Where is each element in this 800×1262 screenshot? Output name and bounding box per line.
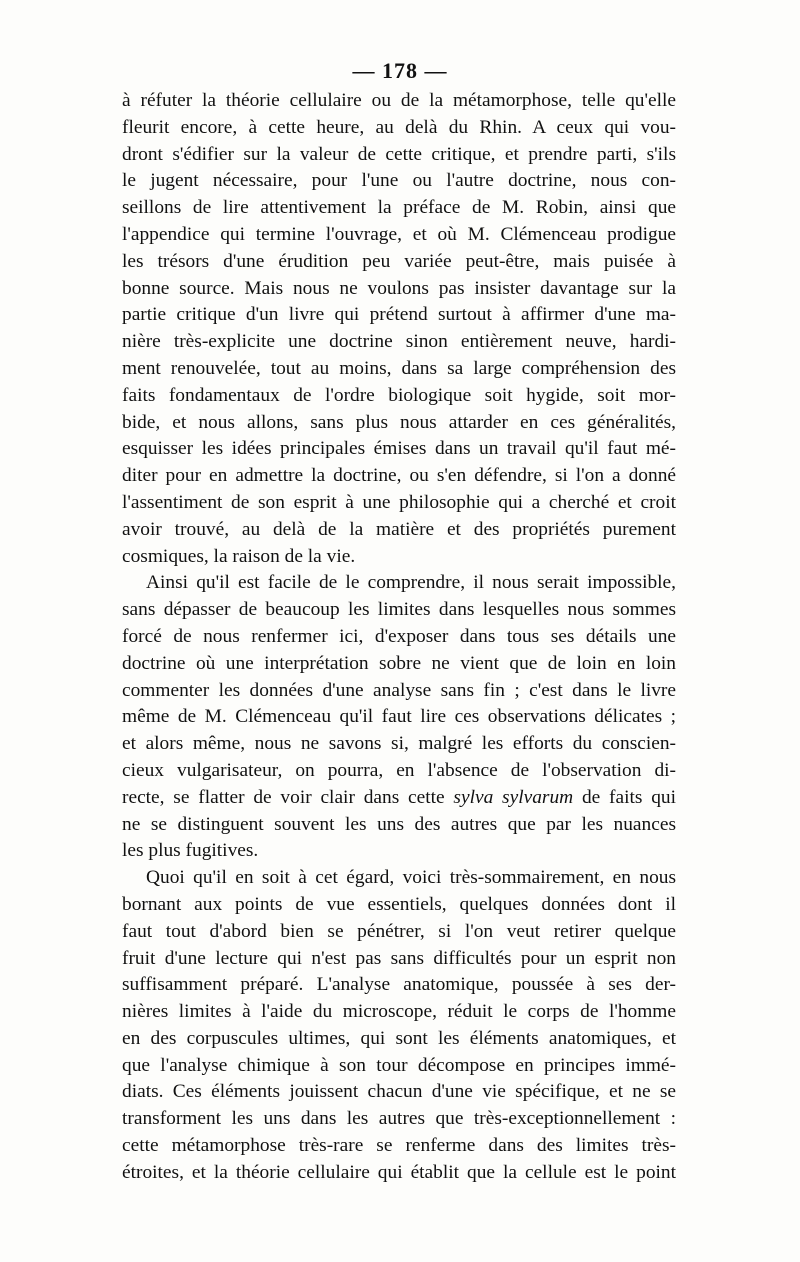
text-line: forcé de nous renfermer ici, d'exposer dans tous ses détails une [122,625,676,647]
text-line: l'appendice qui termine l'ouvrage, et où M. Clémenceau prodigue [122,223,676,245]
text-segment: de faits qui [573,786,676,808]
text-line: nière très-explicite une doctrine sinon entièrement neuve, hardi- [122,331,676,353]
italic-phrase: sylva sylvarum [453,786,574,808]
text-line: fruit d'une lecture qui n'est pas sans difficultés pour un esprit non [122,947,676,969]
text-line: faits fondamentaux de l'ordre biologique soit hygide, soit mor- [122,384,676,406]
text-line: suffisamment préparé. L'analyse anatomique, poussée à ses der- [122,974,676,996]
text-line: en des corpuscules ultimes, qui sont les éléments anatomiques, et [122,1027,676,1049]
text-line: Ainsi qu'il est facile de le comprendre, il nous serait impossible, [146,572,676,594]
text-line [122,785,676,812]
text-line: que l'analyse chimique à son tour décompose en principes immé- [122,1054,676,1076]
text-line: à réfuter la théorie cellulaire ou de la métamorphose, telle qu'elle [122,90,676,111]
text-line: étroites, et la théorie cellulaire qui établit que la cellule est le point [122,1161,676,1183]
body-text [122,88,676,1187]
text-line: ne se distinguent souvent les uns des autres que par les nuances [122,813,676,835]
page-number: — 178 — [352,58,448,83]
text-line: les trésors d'une érudition peu variée peut-être, mais puisée à [122,250,676,272]
text-line: sans dépasser de beaucoup les limites dans lesquelles nous sommes [122,599,676,621]
text-line: partie critique d'un livre qui prétend surtout à affirmer d'une ma- [122,304,676,326]
text-line: même de M. Clémenceau qu'il faut lire ces observations délicates ; [122,706,676,728]
text-line: Quoi qu'il en soit à cet égard, voici très-sommairement, en nous [146,867,676,889]
text-line: nières limites à l'aide du microscope, réduit le corps de l'homme [122,1001,676,1023]
text-line: seillons de lire attentivement la préface de M. Robin, ainsi que [122,197,676,219]
text-line: l'assentiment de son esprit à une philosophie qui a cherché et croit [122,491,676,513]
text-line: diter pour en admettre la doctrine, ou s'en défendre, si l'on a donné [122,465,676,487]
text-line: diats. Ces éléments jouissent chacun d'une vie spécifique, et ne se [122,1081,676,1103]
text-line: dront s'édifier sur la valeur de cette critique, et prendre parti, s'ils [122,143,676,165]
text-line: faut tout d'abord bien se pénétrer, si l'on veut retirer quelque [122,920,676,942]
text-line: transforment les uns dans les autres que très-exceptionnellement : [122,1108,676,1130]
text-line: cieux vulgarisateur, on pourra, en l'absence de l'observation di- [122,759,676,781]
text-line: ment renouvelée, tout au moins, dans sa large compréhension des [122,357,676,379]
text-line: les plus fugitives. [122,840,259,862]
text-line: bonne source. Mais nous ne voulons pas insister davantage sur la [122,277,676,299]
text-line: le jugent nécessaire, pour l'une ou l'autre doctrine, nous con- [122,170,676,192]
text-line: bornant aux points de vue essentiels, quelques données dont il [122,893,676,915]
text-line: esquisser les idées principales émises dans un travail qu'il faut mé- [122,438,676,460]
text-line: bide, et nous allons, sans plus nous attarder en ces généralités, [122,411,676,433]
text-line: cette métamorphose très-rare se renferme dans des limites très- [122,1135,676,1157]
text-line: doctrine où une interprétation sobre ne vient que de loin en loin [122,652,676,674]
text-segment: recte, se flatter de voir clair dans cette [122,786,454,808]
text-line: et alors même, nous ne savons si, malgré les efforts du conscien- [122,733,676,755]
text-line: commenter les données d'une analyse sans fin ; c'est dans le livre [122,679,676,701]
text-line: fleurit encore, à cette heure, au delà du Rhin. A ceux qui vou- [122,116,676,138]
text-line: avoir trouvé, au delà de la matière et des propriétés purement [122,518,676,540]
text-line: cosmiques, la raison de la vie. [122,545,356,567]
